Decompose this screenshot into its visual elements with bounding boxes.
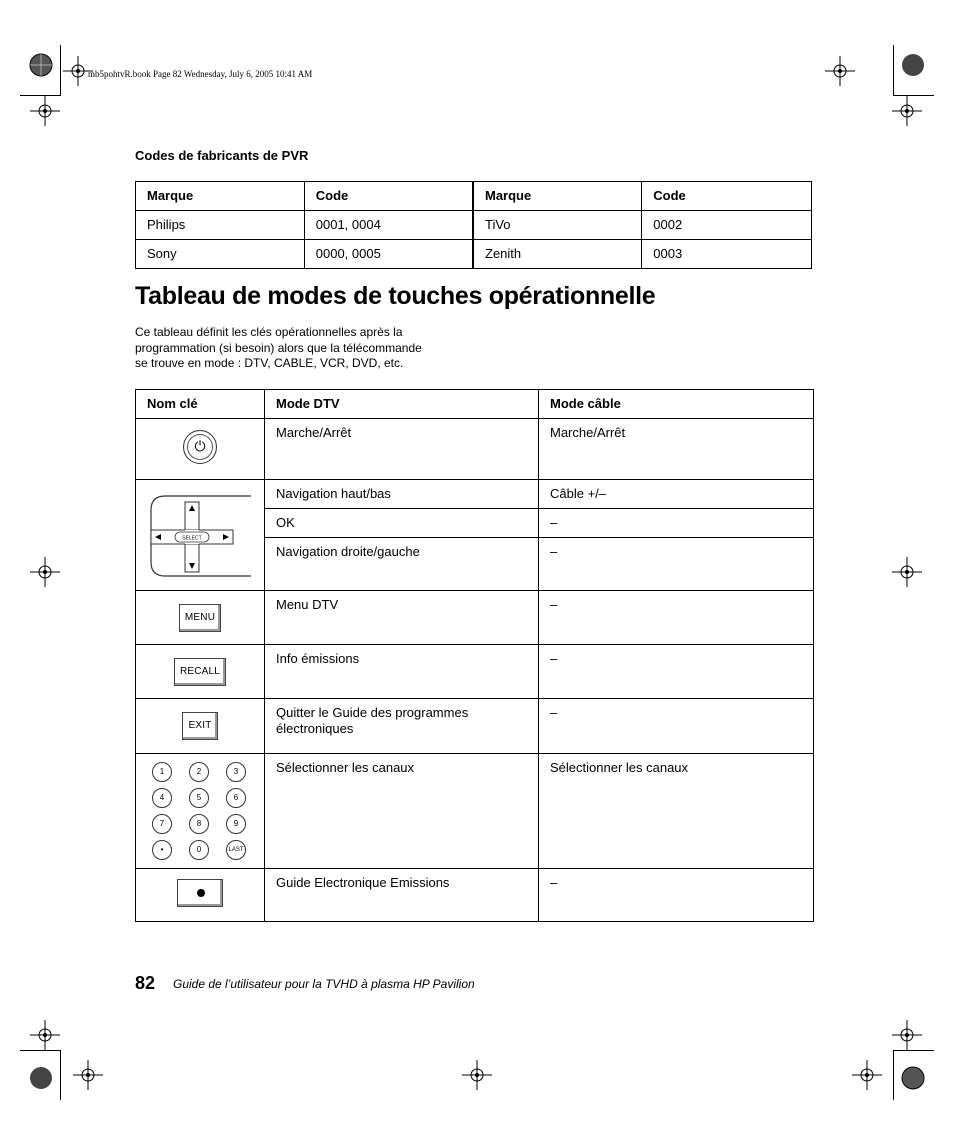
- key-cell: [136, 869, 265, 922]
- keypad-key: 2: [189, 762, 209, 782]
- menu-button-icon: MENU: [179, 604, 221, 632]
- crosshair-icon: [28, 94, 62, 128]
- keypad-key: 5: [189, 788, 209, 808]
- table-cell: Navigation droite/gauche: [265, 538, 539, 591]
- table-cell: 0003: [642, 240, 812, 269]
- registration-mark-icon: [24, 48, 58, 82]
- table-cell: Guide Electronique Emissions: [265, 869, 539, 922]
- table-cell: –: [539, 591, 814, 645]
- table-cell: –: [539, 509, 814, 538]
- table-cell: TiVo: [473, 211, 642, 240]
- column-header: Mode câble: [539, 390, 814, 419]
- table-cell: Sélectionner les canaux: [265, 754, 539, 869]
- table-header-row: [136, 182, 812, 211]
- intro-line: Ce tableau définit les clés opérationnelles après la: [135, 325, 403, 339]
- select-label: SELECT: [182, 535, 202, 542]
- keypad-key: 4: [152, 788, 172, 808]
- key-cell: [136, 754, 265, 869]
- table-row: [136, 211, 812, 240]
- crosshair-icon: [460, 1058, 494, 1092]
- column-header: Nom clé: [136, 390, 265, 419]
- table-cell: –: [539, 538, 814, 591]
- number-keypad-icon: [136, 762, 264, 860]
- table-cell: –: [539, 699, 814, 754]
- key-cell: [136, 699, 265, 754]
- table-cell: Menu DTV: [265, 591, 539, 645]
- footer-text: Guide de l’utilisateur pour la TVHD à plasma HP Pavilion: [173, 977, 475, 991]
- recall-button-icon: RECALL: [174, 658, 226, 686]
- table-row: [136, 699, 814, 754]
- column-header: Code: [642, 182, 812, 211]
- pvr-section-title: Codes de fabricants de PVR: [135, 148, 309, 163]
- keypad-key: 3: [226, 762, 246, 782]
- table-row: [136, 419, 814, 480]
- crosshair-icon: [28, 555, 62, 589]
- keypad-key: 9: [226, 814, 246, 834]
- keypad-key: •: [152, 840, 172, 860]
- table-cell: 0000, 0005: [304, 240, 473, 269]
- key-cell: [136, 591, 265, 645]
- keypad-key: 6: [226, 788, 246, 808]
- key-cell: [136, 419, 265, 480]
- table-row: [136, 591, 814, 645]
- page-title: Tableau de modes de touches opérationnelle: [135, 282, 656, 310]
- table-row: [136, 645, 814, 699]
- column-header: Marque: [136, 182, 305, 211]
- registration-mark-icon: [896, 1061, 930, 1095]
- table-cell: Zenith: [473, 240, 642, 269]
- power-button-icon: ⏻: [183, 430, 217, 464]
- table-row: [136, 869, 814, 922]
- crosshair-icon: [28, 1018, 62, 1052]
- table-cell: Info émissions: [265, 645, 539, 699]
- print-header: mb5pohtvR.book Page 82 Wednesday, July 6, 2005 10:41 AM: [88, 69, 313, 79]
- keypad-key: LAST: [226, 840, 246, 860]
- table-row: [136, 480, 814, 509]
- column-header: Code: [304, 182, 473, 211]
- registration-mark-icon: [24, 1061, 58, 1095]
- table-cell: Quitter le Guide des programmes électroniques: [265, 699, 539, 754]
- keypad-key: 8: [189, 814, 209, 834]
- keypad-key: 0: [189, 840, 209, 860]
- table-cell: 0001, 0004: [304, 211, 473, 240]
- table-cell: Marche/Arrêt: [539, 419, 814, 480]
- table-cell: 0002: [642, 211, 812, 240]
- table-header-row: [136, 390, 814, 419]
- intro-line: se trouve en mode : DTV, CABLE, VCR, DVD, etc.: [135, 356, 404, 370]
- table-cell: OK: [265, 509, 539, 538]
- crosshair-icon: [850, 1058, 884, 1092]
- intro-paragraph: [135, 325, 465, 372]
- page-number: 82: [135, 973, 156, 993]
- table-cell: –: [539, 645, 814, 699]
- table-cell: Navigation haut/bas: [265, 480, 539, 509]
- exit-button-icon: EXIT: [182, 712, 217, 740]
- table-row: [136, 754, 814, 869]
- table-cell: Sony: [136, 240, 305, 269]
- column-header: Mode DTV: [265, 390, 539, 419]
- guide-button-icon: [177, 879, 223, 907]
- table-cell: Câble +/–: [539, 480, 814, 509]
- crosshair-icon: [890, 555, 924, 589]
- crosshair-icon: [890, 94, 924, 128]
- table-cell: Marche/Arrêt: [265, 419, 539, 480]
- table-row: [136, 240, 812, 269]
- key-modes-table: [135, 389, 814, 922]
- intro-line: programmation (si besoin) alors que la télécommande: [135, 340, 422, 355]
- table-cell: –: [539, 869, 814, 922]
- table-cell: Philips: [136, 211, 305, 240]
- registration-mark-icon: [896, 48, 930, 82]
- key-cell: [136, 480, 265, 591]
- column-header: Marque: [473, 182, 642, 211]
- crosshair-icon: [823, 54, 857, 88]
- table-cell: Sélectionner les canaux: [539, 754, 814, 869]
- keypad-key: 1: [152, 762, 172, 782]
- crosshair-icon: [71, 1058, 105, 1092]
- crosshair-icon: [890, 1018, 924, 1052]
- navigation-pad-icon: [147, 492, 253, 578]
- key-cell: [136, 645, 265, 699]
- pvr-codes-table: [135, 181, 812, 269]
- keypad-key: 7: [152, 814, 172, 834]
